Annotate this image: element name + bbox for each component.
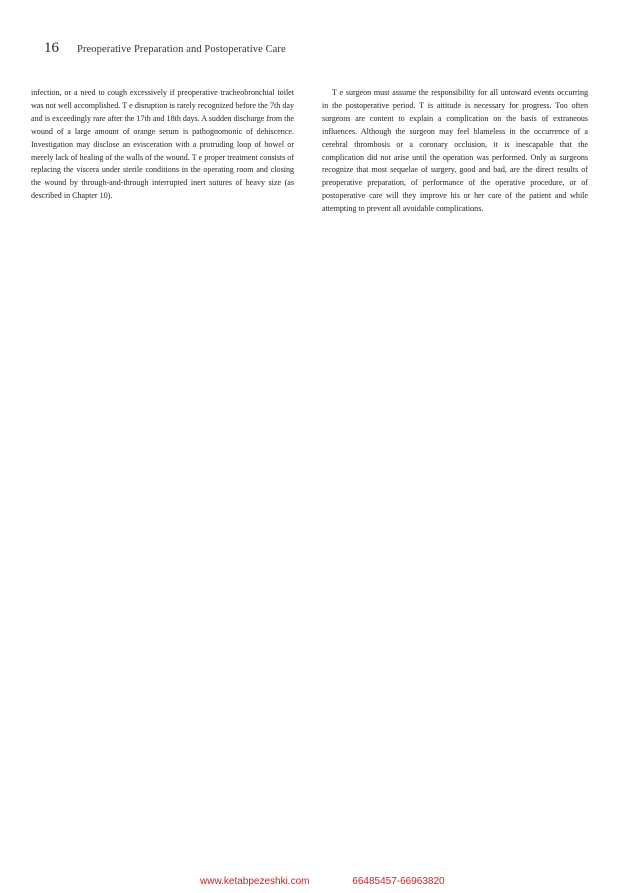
- footer-watermark: [200, 876, 500, 887]
- page-header: [44, 40, 286, 57]
- right-paragraph: T e surgeon must assume the responsibility for all untoward events occurring in the postoperative period. T is attitude is necessary for progress. Too often surgeons are content to explain a complication on the basis of extraneous influences. Although the surgeon may feel blameless in the occurrence of a cerebral thrombosis or a coronary occlusion, it is inescapable that the complication did not arise until the operation was performed. Only as surgeons recognize that most sequelae of surgery, good and bad, are the direct results of preoperative preparation, of performance of the operative procedure, or of postoperative care will they improve his or her care of the patient and while attempting to prevent all avoidable complications.: [322, 88, 588, 214]
- footer-website[interactable]: www.ketabpezeshki.com: [200, 876, 310, 887]
- left-paragraph: infection, or a need to cough excessively if preoperative tracheobronchial toilet was not well accomplished. T e disruption is rarely recognized before the 7th day and is exceedingly rare after the 17th and 18th days. A sudden discharge from the wound of a large amount of orange serum is pathognomonic of dehiscence. Investigation may disclose an evisceration with a protruding loop of bowel or merely lack of healing of the walls of the wound. T e proper treatment consists of replacing the viscera under sterile conditions in the operating room and closing the wound by through-and-through interrupted inert sutures of heavy size (as described in Chapter 10).: [31, 88, 294, 201]
- right-column: [322, 87, 588, 216]
- footer-phone: 66485457-66963820: [352, 876, 445, 887]
- page-number: 16: [44, 40, 59, 56]
- left-column: [31, 87, 294, 203]
- running-title: Preoperative Preparation and Postoperative Care: [77, 44, 286, 55]
